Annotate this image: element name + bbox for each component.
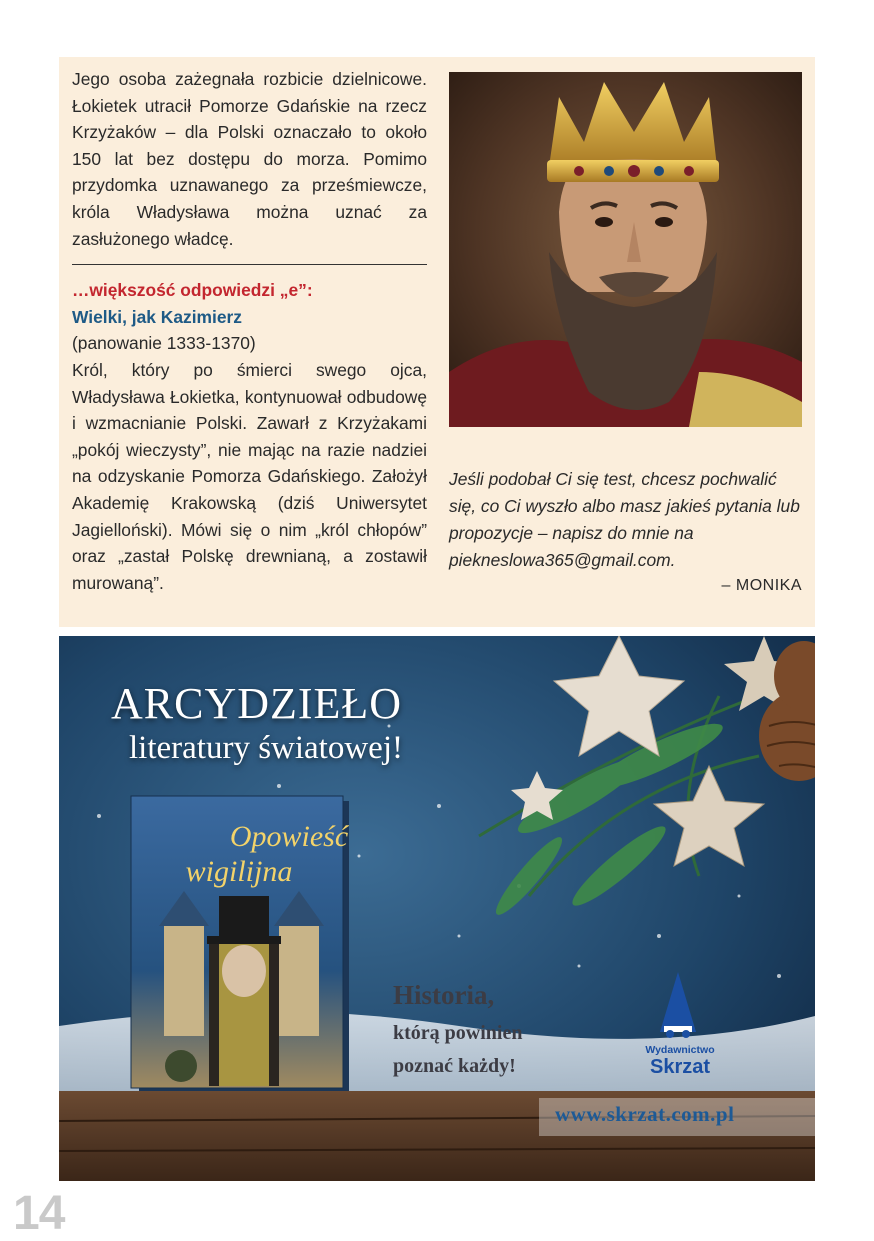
section-body: Król, który po śmierci swego ojca, Władysława Łokietka, kontynuował odbudowę i wzmacnianie Polski. Zawarł z Krzyżakami „pokój wieczysty”, nie mając na razie nadziei na odzyskanie Pomorza Gdańskiego. Założył Akademię Krakowską (dziś Uniwersytet Jagielloński). Mówi się o nim „król chłopów” oraz „zastał Polskę drewnianą, a zostawił murowaną”. [72,359,427,593]
book-title-line1: Opowieść [229,820,349,853]
ad-tagline-2: którą powinien [393,1022,523,1044]
publisher-name-line2: Skrzat [649,1056,711,1078]
section-lead: …większość odpowiedzi „e”: [72,280,313,301]
book-title-line2: wigilijna [185,855,293,888]
reader-note: Jeśli podobał Ci się test, chcesz pochwalić się, co Ci wyszło albo masz jakieś pytania lub propozycje – napisz do mnie na piekneslowa365@gmail.com. [449,469,800,570]
article-left-column [72,66,427,596]
intro-paragraph: Jego osoba zażegnała rozbicie dzielnicowe. Łokietek utracił Pomorze Gdańskie na rzecz Krzyżaków – dla Polski oznaczało to około 150 lat bez dostępu do morza. Pomimo przydomka uznawanego za prześmiewcze, króla Władysława można uznać za zasłużonego władcę. [72,69,427,249]
ad-headline: ARCYDZIEŁO [111,679,403,728]
king-portrait-image [449,72,802,427]
section-reign: (panowanie 1333-1370) [72,333,256,354]
publisher-url-link[interactable]: www.skrzat.com.pl [555,1102,735,1126]
publisher-name-line1: Wydawnictwo [645,1044,715,1056]
author-signature: – MONIKA [721,577,802,594]
ad-tagline-1: Historia, [393,980,495,1010]
page-number: 14 [13,1187,65,1240]
book-advertisement[interactable] [59,636,815,1181]
section-divider [72,264,427,265]
section-title: Wielki, jak Kazimierz [72,306,242,327]
ad-subheadline: literatury światowej! [129,730,403,766]
ad-tagline-3: poznać każdy! [393,1055,516,1077]
